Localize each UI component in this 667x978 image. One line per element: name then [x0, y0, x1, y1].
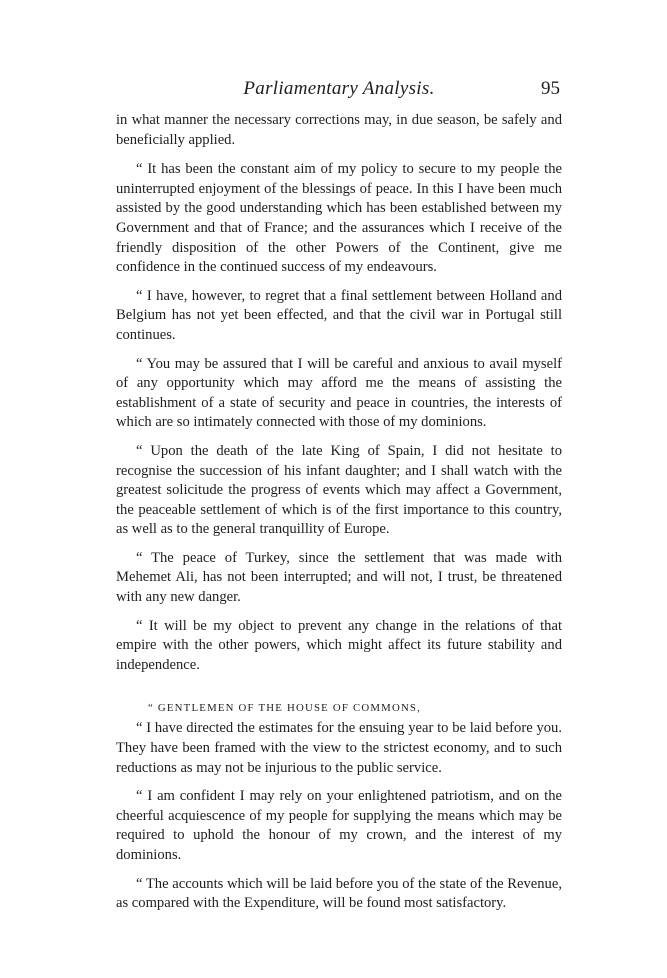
paragraph-peace-policy: “ It has been the constant aim of my policy to secure to my people the uninterrupted enjoyment of the blessings of peace. In this I have been much assisted by the good understanding which has been established between my Government and that of France; and the assurances which I receive of the friendly disposition of the other Powers of the Continent, give me confidence in the continued success of my endeavours. — [116, 161, 562, 276]
page-number: 95 — [541, 78, 560, 99]
salutation-commons: “ GENTLEMEN OF THE HOUSE OF COMMONS, — [148, 702, 422, 715]
paragraph-revenue: “ The accounts which will be laid before you of the state of the Revenue, as compared with the Expenditure, will be found most satisfactory. — [116, 875, 562, 912]
paragraph-holland-belgium: “ I have, however, to regret that a final settlement between Holland and Belgium has not yet been effected, and that the civil war in Portugal still continues. — [116, 287, 562, 343]
paragraph-turkey: “ The peace of Turkey, since the settlement that was made with Mehemet Ali, has not been interrupted; and will not, I trust, be threatened with any new danger. — [116, 549, 562, 606]
body-text — [116, 111, 562, 914]
paragraph-continuation: in what manner the necessary corrections may, in due season, be safely and beneficially applied. — [116, 112, 562, 148]
paragraph-patriotism: “ I am confident I may rely on your enlightened patriotism, and on the cheerful acquiescence of my people for supplying the means which may be required to uphold the honour of my crown, and the interest of my dominions. — [116, 788, 562, 863]
paragraph-empire-relations: “ It will be my object to prevent any change in the relations of that empire with the other powers, which might affect its future stability and independence. — [116, 617, 562, 673]
paragraph-estimates: “ I have directed the estimates for the ensuing year to be laid before you. They have been framed with the view to the strictest economy, and to such reductions as may not be injurious to the public service. — [116, 720, 562, 776]
page-header — [116, 78, 562, 104]
running-title: Parliamentary Analysis. — [243, 78, 435, 99]
paragraph-spain: “ Upon the death of the late King of Spain, I did not hesitate to recognise the succession of his infant daughter; and I shall watch with the greatest solicitude the progress of events which may affect a Government, the peaceable settlement of which is of the first importance to this country, as well as to the general tranquillity of Europe. — [116, 442, 562, 538]
paragraph-security-peace: “ You may be assured that I will be careful and anxious to avail myself of any opportunity which may afford me the means of assisting the establishment of a state of security and peace in countries, the interests of which are so intimately connected with those of my dominions. — [116, 355, 562, 431]
